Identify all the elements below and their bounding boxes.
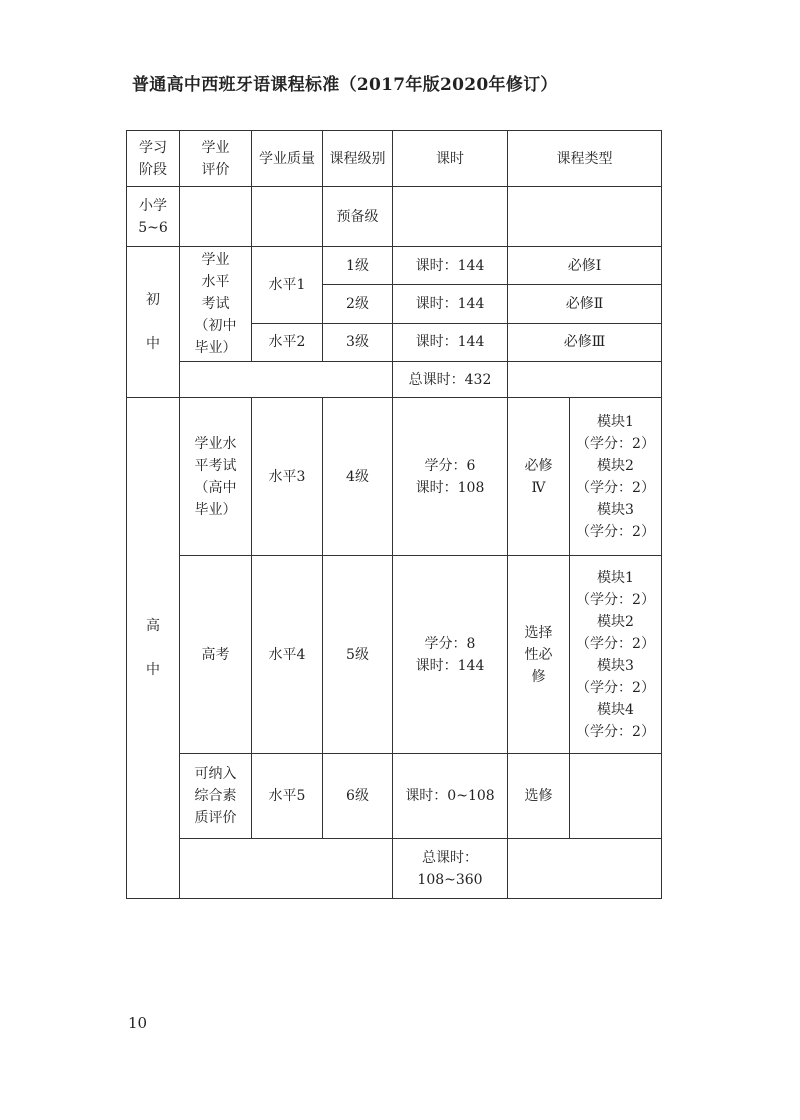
primary-hours-cell	[393, 187, 508, 247]
junior-hours-1: 课时：144	[393, 247, 508, 285]
junior-type-1: 必修Ⅰ	[508, 247, 662, 285]
senior-assessment-3: 可纳入 综合素 质评价	[180, 754, 252, 839]
senior-type-1: 必修 Ⅳ	[508, 398, 570, 556]
junior-assessment: 学业 水平 考试 （初中 毕业）	[180, 247, 252, 362]
curriculum-table	[126, 130, 662, 899]
senior-type-2: 选择 性必 修	[508, 556, 570, 754]
junior-level-3: 3级	[323, 323, 393, 361]
junior-hours-2: 课时：144	[393, 285, 508, 323]
junior-total-type-blank	[508, 362, 662, 398]
senior-hours-2: 学分：8 课时：144	[393, 556, 508, 754]
senior-modules-3	[570, 754, 662, 839]
junior-row-1	[127, 247, 662, 285]
primary-level: 预备级	[323, 187, 393, 247]
senior-row-3	[127, 754, 662, 839]
senior-row-2	[127, 556, 662, 754]
primary-quality-cell	[252, 187, 323, 247]
senior-stage: 高 中	[127, 398, 180, 899]
header-row	[127, 131, 662, 187]
senior-total-row	[127, 839, 662, 899]
senior-quality-1: 水平3	[252, 398, 323, 556]
junior-hours-3: 课时：144	[393, 323, 508, 361]
senior-total: 总课时： 108~360	[393, 839, 508, 899]
junior-level-2: 2级	[323, 285, 393, 323]
junior-type-2: 必修Ⅱ	[508, 285, 662, 323]
senior-row-1	[127, 398, 662, 556]
senior-type-3: 选修	[508, 754, 570, 839]
senior-level-3: 6级	[323, 754, 393, 839]
header-level: 课程级别	[323, 131, 393, 187]
header-stage: 学习 阶段	[127, 131, 180, 187]
page-number: 10	[128, 1014, 148, 1032]
senior-assessment-1: 学业水 平考试 （高中 毕业）	[180, 398, 252, 556]
header-type: 课程类型	[508, 131, 662, 187]
junior-quality-1: 水平1	[252, 247, 323, 324]
junior-level-1: 1级	[323, 247, 393, 285]
senior-hours-3: 课时：0~108	[393, 754, 508, 839]
senior-level-2: 5级	[323, 556, 393, 754]
junior-total-row	[127, 362, 662, 398]
senior-quality-3: 水平5	[252, 754, 323, 839]
senior-modules-1: 模块1 （学分：2） 模块2 （学分：2） 模块3 （学分：2）	[570, 398, 662, 556]
senior-total-type-blank	[508, 839, 662, 899]
primary-row	[127, 187, 662, 247]
primary-stage: 小学 5~6	[127, 187, 180, 247]
page-title: 普通高中西班牙语课程标准（2017年版2020年修订）	[132, 75, 558, 95]
junior-quality-2: 水平2	[252, 323, 323, 361]
junior-total: 总课时：432	[393, 362, 508, 398]
header-hours: 课时	[393, 131, 508, 187]
primary-assessment-cell	[180, 187, 252, 247]
junior-total-blank	[180, 362, 393, 398]
senior-level-1: 4级	[323, 398, 393, 556]
senior-modules-2: 模块1 （学分：2） 模块2 （学分：2） 模块3 （学分：2） 模块4 （学分：2）	[570, 556, 662, 754]
header-quality: 学业质量	[252, 131, 323, 187]
senior-hours-1: 学分：6 课时：108	[393, 398, 508, 556]
junior-stage: 初 中	[127, 247, 180, 398]
senior-quality-2: 水平4	[252, 556, 323, 754]
header-assessment: 学业 评价	[180, 131, 252, 187]
senior-total-blank	[180, 839, 393, 899]
junior-type-3: 必修Ⅲ	[508, 323, 662, 361]
primary-type-cell	[508, 187, 662, 247]
senior-assessment-2: 高考	[180, 556, 252, 754]
